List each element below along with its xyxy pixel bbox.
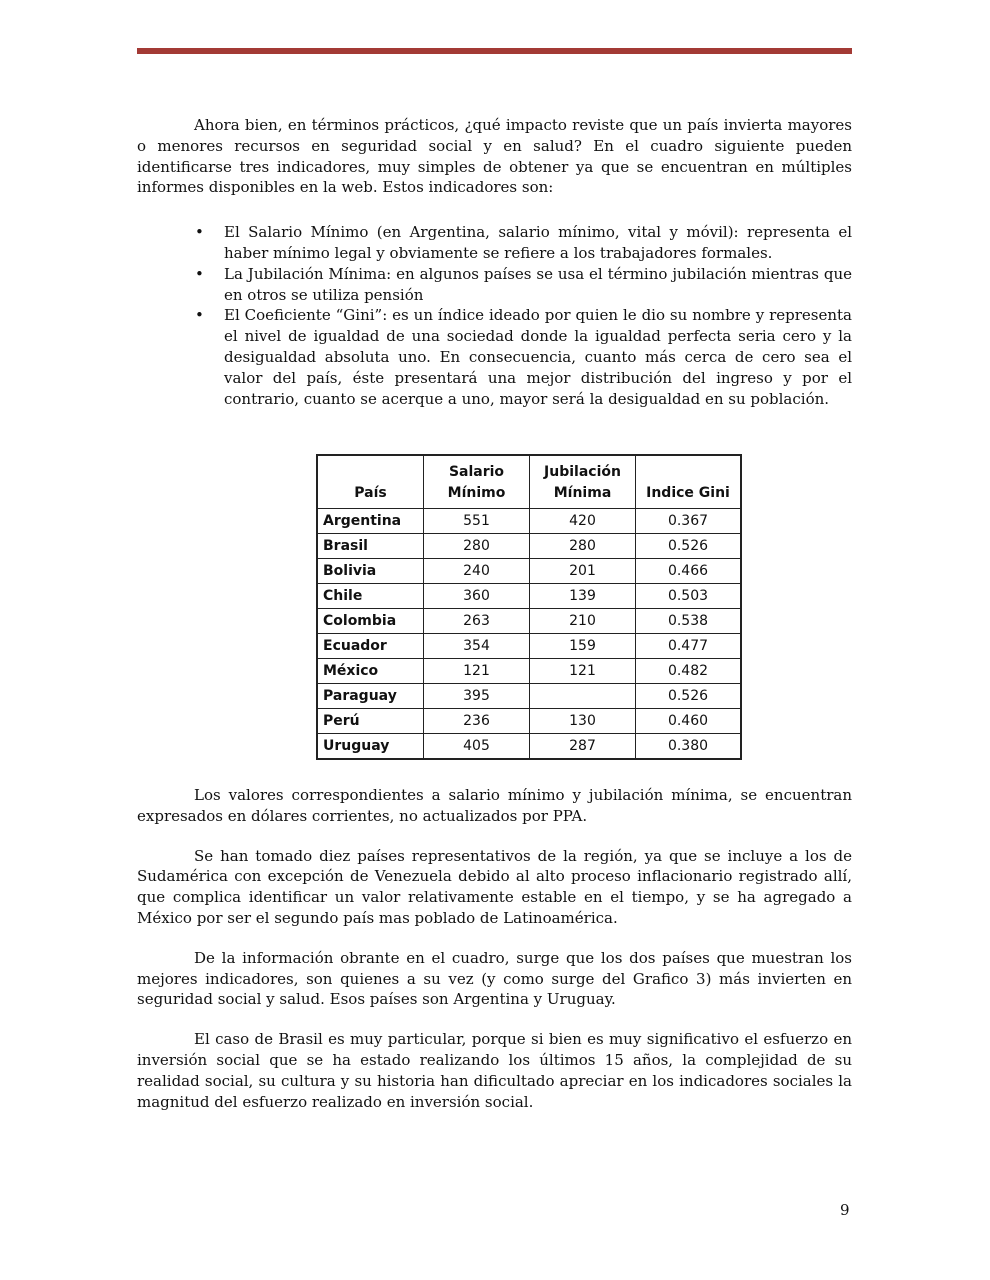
value-cell: 395: [424, 684, 530, 709]
value-cell: 236: [424, 709, 530, 734]
value-cell: 280: [530, 534, 636, 559]
country-cell: Colombia: [317, 609, 424, 634]
indicators-table-wrapper: [316, 454, 742, 760]
value-cell: 0.460: [636, 709, 742, 734]
value-cell: 240: [424, 559, 530, 584]
page-number: 9: [840, 1201, 850, 1219]
country-cell: Paraguay: [317, 684, 424, 709]
value-cell: 354: [424, 634, 530, 659]
value-cell: 287: [530, 734, 636, 760]
value-cell: 0.526: [636, 684, 742, 709]
value-cell: 210: [530, 609, 636, 634]
indicator-list: [137, 222, 852, 409]
value-cell: 121: [424, 659, 530, 684]
paragraph-brasil: El caso de Brasil es muy particular, porque si bien es muy significativo el esfuerzo en inversión social que se ha estado realizando los últimos 15 años, la complejidad de su realidad social, su cultura y su historia han dificultado apreciar en los indicadores sociales la magnitud del esfuerzo realizado en inversión social.: [137, 1030, 852, 1111]
value-cell: 201: [530, 559, 636, 584]
country-cell: Chile: [317, 584, 424, 609]
bullet-icon: •: [195, 264, 204, 283]
country-cell: México: [317, 659, 424, 684]
indicators-table: [316, 454, 742, 760]
table-header-row: [317, 455, 741, 509]
table-row: [317, 734, 741, 760]
header-pais: País: [317, 455, 424, 509]
list-item: • El Salario Mínimo (en Argentina, salario mínimo, vital y móvil): representa el haber mínimo legal y obviamente se refiere a los trabajadores formales.: [195, 223, 852, 262]
value-cell: 405: [424, 734, 530, 760]
table-row: [317, 584, 741, 609]
value-cell: 360: [424, 584, 530, 609]
table-row: [317, 509, 741, 534]
country-cell: Perú: [317, 709, 424, 734]
paragraph-best-indicators: De la información obrante en el cuadro, surge que los dos países que muestran los mejores indicadores, son quienes a su vez (y como surge del Grafico 3) más invierten en seguridad social y salud. Esos países son Argentina y Uruguay.: [137, 948, 852, 1009]
value-cell: 0.503: [636, 584, 742, 609]
value-cell: 121: [530, 659, 636, 684]
header-salario: Salario Mínimo: [424, 455, 530, 509]
value-cell: 263: [424, 609, 530, 634]
country-cell: Ecuador: [317, 634, 424, 659]
bullet-icon: •: [195, 223, 204, 242]
value-cell: 0.466: [636, 559, 742, 584]
country-cell: Uruguay: [317, 734, 424, 760]
value-cell: 139: [530, 584, 636, 609]
header-jubilacion: Jubilación Mínima: [530, 455, 636, 509]
value-cell: 280: [424, 534, 530, 559]
list-item: • La Jubilación Mínima: en algunos países se usa el término jubilación mientras que en otros se utiliza pensión: [195, 264, 852, 304]
value-cell: [530, 684, 636, 709]
value-cell: 0.477: [636, 634, 742, 659]
value-cell: 0.367: [636, 509, 742, 534]
value-cell: 0.380: [636, 734, 742, 760]
value-cell: 420: [530, 509, 636, 534]
value-cell: 159: [530, 634, 636, 659]
document-body: [137, 115, 852, 409]
table-row: [317, 534, 741, 559]
country-cell: Brasil: [317, 534, 424, 559]
table-row: [317, 634, 741, 659]
paragraph-countries: Se han tomado diez países representativos de la región, ya que se incluye a los de Sudamérica con excepción de Venezuela debido al alto proceso inflacionario registrado allí, que complica identificar un valor relativamente estable en el tiempo, y se ha agregado a México por ser el segundo país mas poblado de Latinoamérica.: [137, 846, 852, 927]
document-body-after-table: [137, 785, 852, 1131]
value-cell: 551: [424, 509, 530, 534]
table-row: [317, 709, 741, 734]
table-row: [317, 559, 741, 584]
table-row: [317, 684, 741, 709]
bullet-icon: •: [195, 306, 204, 325]
header-gini: Indice Gini: [636, 455, 742, 509]
table-row: [317, 659, 741, 684]
header-rule: [137, 48, 852, 54]
value-cell: 0.482: [636, 659, 742, 684]
paragraph-currency-note: Los valores correspondientes a salario mínimo y jubilación mínima, se encuentran expresados en dólares corrientes, no actualizados por PPA.: [137, 786, 852, 825]
value-cell: 0.526: [636, 534, 742, 559]
country-cell: Bolivia: [317, 559, 424, 584]
intro-paragraph: Ahora bien, en términos prácticos, ¿qué impacto reviste que un país invierta mayores o menores recursos en seguridad social y en salud? En el cuadro siguiente pueden identificarse tres indicadores, muy simples de obtener ya que se encuentran en múltiples informes disponibles en la web. Estos indicadores son:: [137, 116, 852, 197]
list-item: • El Coeficiente “Gini”: es un índice ideado por quien le dio su nombre y representa el nivel de igualdad de una sociedad donde la igualdad perfecta seria cero y la desigualdad absoluta uno. En consecuencia, cuanto más cerca de cero sea el valor del país, éste presentará una mejor distribución del ingreso y por el contrario, cuanto se acerque a uno, mayor será la desigualdad en su población.: [195, 306, 852, 408]
table-row: [317, 609, 741, 634]
country-cell: Argentina: [317, 509, 424, 534]
value-cell: 0.538: [636, 609, 742, 634]
value-cell: 130: [530, 709, 636, 734]
